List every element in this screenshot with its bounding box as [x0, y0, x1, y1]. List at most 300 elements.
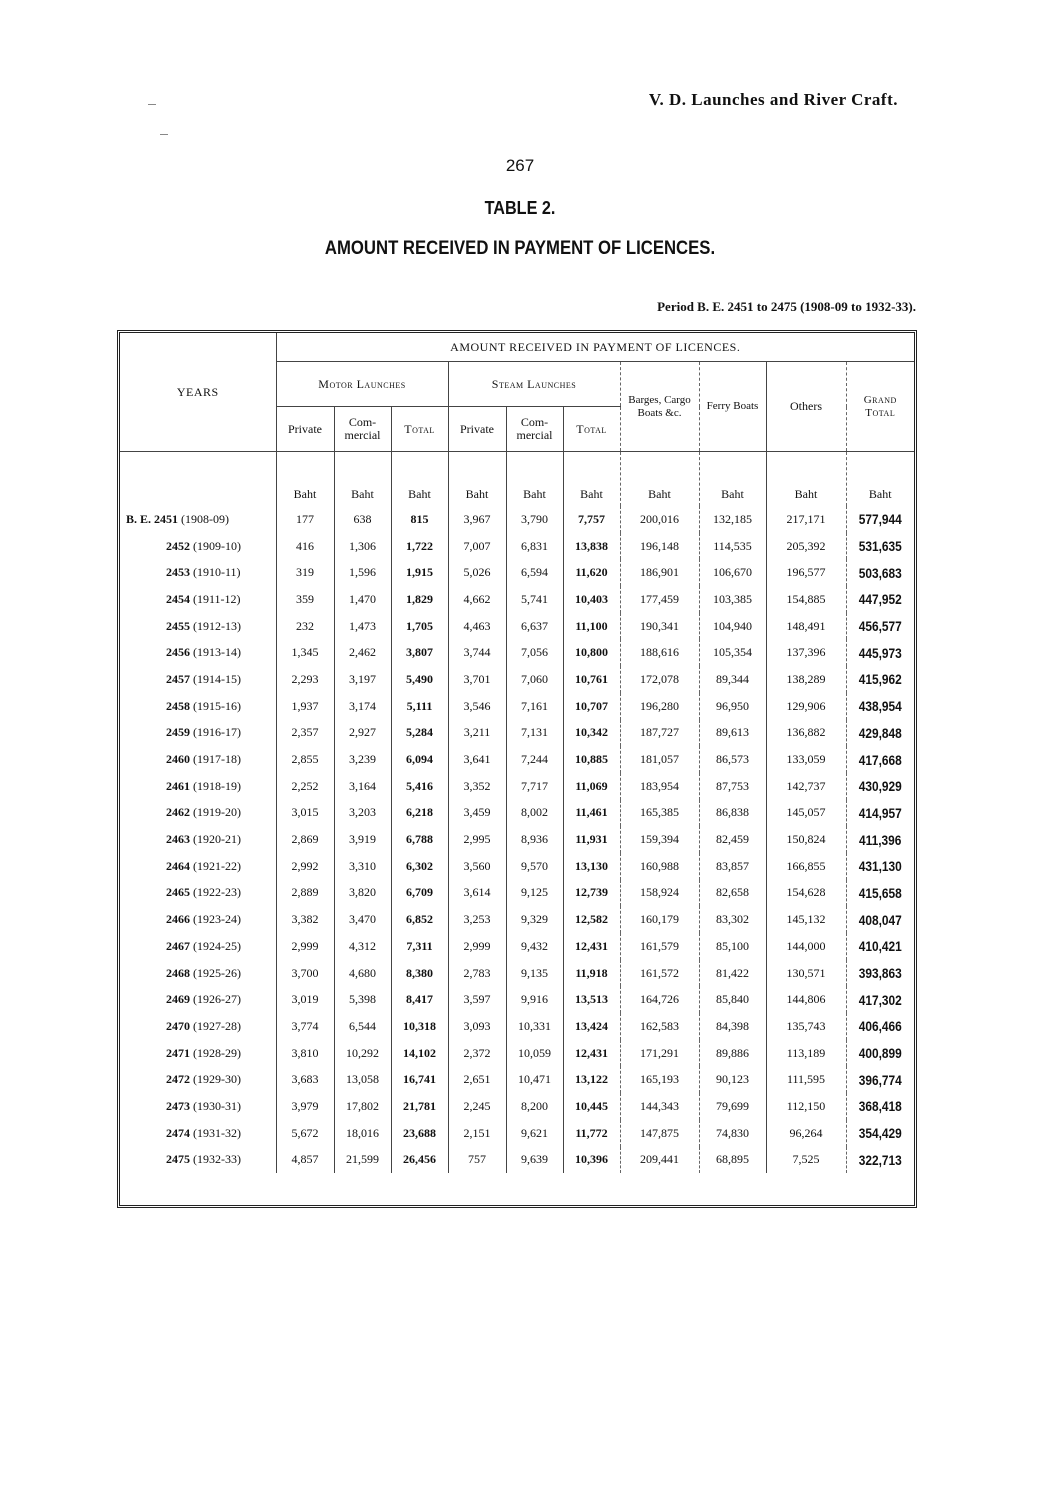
motor-private-header: Private — [276, 407, 334, 452]
ferry-boats-cell: 86,838 — [699, 800, 766, 827]
motor-commercial-cell: 3,310 — [334, 853, 391, 880]
table-row — [120, 986, 914, 1013]
grand-total-cell: 393,863 — [851, 960, 909, 987]
year-ce: (1928-29) — [193, 1045, 241, 1060]
year-ce: (1919-20) — [193, 805, 241, 820]
steam-commercial-cell: 10,331 — [506, 1013, 563, 1040]
unit-label: Baht — [334, 452, 391, 507]
table-row — [120, 586, 914, 613]
year-ce: (1918-19) — [193, 778, 241, 793]
year-ce: (1913-14) — [193, 645, 241, 660]
year-be: 2456 — [166, 645, 190, 660]
motor-commercial-cell: 638 — [334, 506, 391, 533]
motor-private-cell: 232 — [276, 613, 334, 640]
others-cell: 205,392 — [766, 533, 846, 560]
table-row — [120, 533, 914, 560]
year-ce: (1908-09) — [181, 511, 230, 526]
year-ce: (1916-17) — [193, 725, 241, 740]
year-cell — [120, 666, 276, 693]
table-row — [120, 746, 914, 773]
motor-commercial-cell: 3,239 — [334, 746, 391, 773]
year-ce: (1910-11) — [193, 565, 241, 580]
steam-private-cell: 3,093 — [448, 1013, 506, 1040]
motor-commercial-cell: 1,596 — [334, 559, 391, 586]
year-prefix: B. E. — [126, 511, 152, 526]
ferry-boats-cell: 103,385 — [699, 586, 766, 613]
motor-private-cell: 2,999 — [276, 933, 334, 960]
table-row — [120, 666, 914, 693]
others-cell: 145,132 — [766, 906, 846, 933]
motor-total-cell: 14,102 — [391, 1040, 448, 1067]
steam-total-cell: 13,513 — [563, 986, 620, 1013]
grand-total-cell: 396,774 — [851, 1066, 909, 1093]
steam-private-cell: 757 — [448, 1147, 506, 1174]
year-ce: (1909-10) — [193, 538, 241, 553]
motor-total-cell: 8,417 — [391, 986, 448, 1013]
motor-commercial-cell: 3,919 — [334, 826, 391, 853]
motor-total-cell: 6,709 — [391, 880, 448, 907]
barges-cell: 181,057 — [620, 746, 699, 773]
ferry-boats-cell: 89,613 — [699, 720, 766, 747]
year-cell — [120, 986, 276, 1013]
table-row — [120, 1013, 914, 1040]
year-be: 2451 — [154, 511, 179, 526]
motor-total-cell: 16,741 — [391, 1066, 448, 1093]
year-ce: (1927-28) — [193, 1018, 241, 1033]
barges-cell: 188,616 — [620, 639, 699, 666]
motor-private-cell: 3,700 — [276, 960, 334, 987]
year-ce: (1924-25) — [193, 938, 241, 953]
steam-commercial-cell: 7,244 — [506, 746, 563, 773]
years-header: YEARS — [176, 384, 219, 399]
steam-private-cell: 3,459 — [448, 800, 506, 827]
steam-private-cell: 2,245 — [448, 1093, 506, 1120]
steam-commercial-cell: 7,131 — [506, 720, 563, 747]
motor-private-cell: 3,019 — [276, 986, 334, 1013]
year-be: 2455 — [166, 618, 190, 633]
motor-private-cell: 3,979 — [276, 1093, 334, 1120]
margin-mark — [160, 134, 168, 135]
steam-commercial-cell: 9,432 — [506, 933, 563, 960]
steam-total-header: Total — [563, 407, 620, 452]
year-ce: (1929-30) — [193, 1072, 241, 1087]
year-cell — [120, 639, 276, 666]
unit-label: Baht — [699, 452, 766, 507]
motor-total-cell: 6,788 — [391, 826, 448, 853]
unit-label: Baht — [766, 452, 846, 507]
year-ce: (1914-15) — [193, 671, 241, 686]
grand-total-cell: 430,929 — [851, 773, 909, 800]
year-be: 2459 — [166, 725, 190, 740]
table-row — [120, 559, 914, 586]
ferry-boats-cell: 82,459 — [699, 826, 766, 853]
ferry-boats-cell: 105,354 — [699, 639, 766, 666]
table-row — [120, 1040, 914, 1067]
motor-total-cell: 7,311 — [391, 933, 448, 960]
motor-total-cell: 8,380 — [391, 960, 448, 987]
unit-label: Baht — [846, 452, 914, 507]
steam-total-cell: 11,069 — [563, 773, 620, 800]
table-row — [120, 800, 914, 827]
year-ce: (1922-23) — [193, 885, 241, 900]
others-cell: 130,571 — [766, 960, 846, 987]
year-cell — [120, 880, 276, 907]
year-be: 2461 — [166, 778, 190, 793]
motor-total-cell: 1,722 — [391, 533, 448, 560]
year-ce: (1932-33) — [193, 1152, 241, 1167]
motor-total-cell: 1,829 — [391, 586, 448, 613]
year-be: 2471 — [166, 1045, 190, 1060]
year-cell — [120, 506, 276, 533]
table-body — [120, 452, 914, 1174]
motor-commercial-cell: 3,197 — [334, 666, 391, 693]
motor-total-cell: 5,111 — [391, 693, 448, 720]
ferry-boats-cell: 86,573 — [699, 746, 766, 773]
others-cell: 154,885 — [766, 586, 846, 613]
table-row — [120, 906, 914, 933]
year-cell — [120, 1066, 276, 1093]
year-be: 2475 — [166, 1152, 190, 1167]
grand-total-cell: 417,302 — [851, 986, 909, 1013]
steam-private-cell: 3,641 — [448, 746, 506, 773]
steam-commercial-cell: 6,637 — [506, 613, 563, 640]
motor-private-cell: 4,857 — [276, 1147, 334, 1174]
others-cell: 113,189 — [766, 1040, 846, 1067]
motor-private-cell: 3,774 — [276, 1013, 334, 1040]
steam-commercial-cell: 6,831 — [506, 533, 563, 560]
unit-label: Baht — [563, 452, 620, 507]
year-be: 2464 — [166, 858, 190, 873]
motor-private-cell: 2,869 — [276, 826, 334, 853]
year-ce: (1926-27) — [193, 992, 241, 1007]
motor-total-cell: 10,318 — [391, 1013, 448, 1040]
year-be: 2469 — [166, 992, 190, 1007]
motor-total-cell: 6,218 — [391, 800, 448, 827]
table-row — [120, 933, 914, 960]
steam-total-cell: 11,461 — [563, 800, 620, 827]
table-row — [120, 1093, 914, 1120]
motor-total-cell: 5,490 — [391, 666, 448, 693]
grand-total-cell: 429,848 — [851, 720, 909, 747]
steam-commercial-cell: 9,916 — [506, 986, 563, 1013]
barges-cell: 161,579 — [620, 933, 699, 960]
motor-total-cell: 1,915 — [391, 559, 448, 586]
margin-mark — [148, 104, 156, 105]
steam-total-cell: 13,424 — [563, 1013, 620, 1040]
unit-label: Baht — [391, 452, 448, 507]
barges-cell: 177,459 — [620, 586, 699, 613]
grand-total-header: Grand Total — [846, 362, 914, 452]
motor-private-cell: 2,293 — [276, 666, 334, 693]
steam-private-cell: 4,463 — [448, 613, 506, 640]
motor-private-cell: 2,357 — [276, 720, 334, 747]
ferry-boats-cell: 89,344 — [699, 666, 766, 693]
barges-cell: 162,583 — [620, 1013, 699, 1040]
licence-table — [120, 333, 914, 1173]
barges-cell: 187,727 — [620, 720, 699, 747]
table-row — [120, 880, 914, 907]
motor-commercial-cell: 2,462 — [334, 639, 391, 666]
motor-commercial-cell: 3,820 — [334, 880, 391, 907]
motor-total-cell: 23,688 — [391, 1120, 448, 1147]
ferry-boats-cell: 87,753 — [699, 773, 766, 800]
motor-total-cell: 5,416 — [391, 773, 448, 800]
year-cell — [120, 773, 276, 800]
motor-private-cell: 2,855 — [276, 746, 334, 773]
grand-total-cell: 408,047 — [851, 906, 909, 933]
year-be: 2460 — [166, 752, 190, 767]
barges-cell: 164,726 — [620, 986, 699, 1013]
motor-private-cell: 5,672 — [276, 1120, 334, 1147]
barges-cell: 209,441 — [620, 1147, 699, 1174]
steam-total-cell: 11,931 — [563, 826, 620, 853]
year-cell — [120, 559, 276, 586]
steam-launches-header: Steam Launches — [448, 362, 620, 407]
others-cell: 137,396 — [766, 639, 846, 666]
barges-cell: 147,875 — [620, 1120, 699, 1147]
steam-total-cell: 13,838 — [563, 533, 620, 560]
unit-label: Baht — [620, 452, 699, 507]
year-be: 2462 — [166, 805, 190, 820]
grand-total-cell: 414,957 — [851, 800, 909, 827]
motor-commercial-cell: 3,470 — [334, 906, 391, 933]
steam-private-cell: 2,151 — [448, 1120, 506, 1147]
steam-commercial-cell: 7,161 — [506, 693, 563, 720]
year-ce: (1915-16) — [193, 698, 241, 713]
year-cell — [120, 1093, 276, 1120]
ferry-boats-cell: 90,123 — [699, 1066, 766, 1093]
barges-header: Barges, Cargo Boats &c. — [620, 362, 699, 452]
year-cell — [120, 800, 276, 827]
barges-cell: 200,016 — [620, 506, 699, 533]
barges-cell: 172,078 — [620, 666, 699, 693]
others-cell: 129,906 — [766, 693, 846, 720]
year-ce: (1930-31) — [193, 1098, 241, 1113]
year-ce: (1920-21) — [193, 832, 241, 847]
barges-cell: 190,341 — [620, 613, 699, 640]
grand-total-cell: 577,944 — [851, 506, 909, 533]
motor-commercial-header: Com-mercial — [334, 407, 391, 452]
motor-total-cell: 26,456 — [391, 1147, 448, 1174]
year-cell — [120, 853, 276, 880]
barges-cell: 161,572 — [620, 960, 699, 987]
motor-private-cell: 2,992 — [276, 853, 334, 880]
steam-total-cell: 12,431 — [563, 1040, 620, 1067]
year-be: 2463 — [166, 832, 190, 847]
steam-private-cell: 7,007 — [448, 533, 506, 560]
steam-commercial-cell: 10,471 — [506, 1066, 563, 1093]
ferry-boats-cell: 81,422 — [699, 960, 766, 987]
year-ce: (1911-12) — [193, 591, 241, 606]
ferry-boats-cell: 132,185 — [699, 506, 766, 533]
steam-private-cell: 2,372 — [448, 1040, 506, 1067]
others-cell: 7,525 — [766, 1147, 846, 1174]
table-row — [120, 773, 914, 800]
barges-cell: 165,385 — [620, 800, 699, 827]
motor-total-cell: 6,094 — [391, 746, 448, 773]
steam-total-cell: 12,582 — [563, 906, 620, 933]
others-cell: 112,150 — [766, 1093, 846, 1120]
ferry-boats-cell: 106,670 — [699, 559, 766, 586]
motor-commercial-cell: 3,203 — [334, 800, 391, 827]
steam-total-cell: 13,130 — [563, 853, 620, 880]
motor-total-cell: 3,807 — [391, 639, 448, 666]
section-title: V. D. Launches and River Craft. — [648, 90, 898, 109]
barges-cell: 183,954 — [620, 773, 699, 800]
ferry-boats-header: Ferry Boats — [699, 362, 766, 452]
units-blank — [120, 452, 276, 507]
steam-total-cell: 10,403 — [563, 586, 620, 613]
motor-commercial-cell: 4,312 — [334, 933, 391, 960]
ferry-boats-cell: 83,857 — [699, 853, 766, 880]
steam-commercial-cell: 10,059 — [506, 1040, 563, 1067]
steam-total-cell: 11,772 — [563, 1120, 620, 1147]
steam-private-header: Private — [448, 407, 506, 452]
steam-total-cell: 11,100 — [563, 613, 620, 640]
steam-private-cell: 2,995 — [448, 826, 506, 853]
others-cell: 148,491 — [766, 613, 846, 640]
steam-commercial-cell: 3,790 — [506, 506, 563, 533]
steam-commercial-cell: 8,200 — [506, 1093, 563, 1120]
ferry-boats-cell: 96,950 — [699, 693, 766, 720]
year-be: 2470 — [166, 1018, 190, 1033]
year-cell — [120, 720, 276, 747]
grand-total-cell: 368,418 — [851, 1093, 909, 1120]
barges-cell: 158,924 — [620, 880, 699, 907]
others-cell: 135,743 — [766, 1013, 846, 1040]
steam-private-cell: 4,662 — [448, 586, 506, 613]
motor-commercial-cell: 13,058 — [334, 1066, 391, 1093]
motor-private-cell: 319 — [276, 559, 334, 586]
barges-cell: 186,901 — [620, 559, 699, 586]
motor-launches-header: Motor Launches — [276, 362, 448, 407]
grand-total-cell: 438,954 — [851, 693, 909, 720]
grand-total-cell: 417,668 — [851, 746, 909, 773]
motor-private-cell: 3,382 — [276, 906, 334, 933]
others-cell: 145,057 — [766, 800, 846, 827]
others-cell: 217,171 — [766, 506, 846, 533]
motor-total-cell: 5,284 — [391, 720, 448, 747]
year-cell — [120, 933, 276, 960]
table-row — [120, 1120, 914, 1147]
steam-total-cell: 11,620 — [563, 559, 620, 586]
steam-total-cell: 12,739 — [563, 880, 620, 907]
steam-total-cell: 11,918 — [563, 960, 620, 987]
steam-private-cell: 2,999 — [448, 933, 506, 960]
grand-total-cell: 503,683 — [851, 559, 909, 586]
ferry-boats-cell: 83,302 — [699, 906, 766, 933]
motor-commercial-cell: 6,544 — [334, 1013, 391, 1040]
year-cell — [120, 1120, 276, 1147]
grand-total-cell: 531,635 — [851, 533, 909, 560]
others-cell: 136,882 — [766, 720, 846, 747]
motor-total-cell: 6,302 — [391, 853, 448, 880]
motor-commercial-cell: 18,016 — [334, 1120, 391, 1147]
grand-total-cell: 456,577 — [851, 613, 909, 640]
others-cell: 111,595 — [766, 1066, 846, 1093]
steam-total-cell: 10,342 — [563, 720, 620, 747]
others-cell: 154,628 — [766, 880, 846, 907]
motor-private-cell: 2,252 — [276, 773, 334, 800]
steam-total-cell: 12,431 — [563, 933, 620, 960]
year-cell — [120, 533, 276, 560]
barges-cell: 171,291 — [620, 1040, 699, 1067]
motor-private-cell: 1,937 — [276, 693, 334, 720]
year-be: 2453 — [166, 565, 190, 580]
table-row — [120, 613, 914, 640]
table-row — [120, 506, 914, 533]
page-number: 267 — [505, 156, 535, 175]
steam-total-cell: 10,707 — [563, 693, 620, 720]
year-be: 2473 — [166, 1098, 190, 1113]
steam-total-cell: 10,396 — [563, 1147, 620, 1174]
steam-commercial-cell: 9,570 — [506, 853, 563, 880]
others-cell: 196,577 — [766, 559, 846, 586]
year-ce: (1925-26) — [193, 965, 241, 980]
year-cell — [120, 826, 276, 853]
ferry-boats-cell: 114,535 — [699, 533, 766, 560]
motor-private-cell: 359 — [276, 586, 334, 613]
motor-private-cell: 3,810 — [276, 1040, 334, 1067]
year-cell — [120, 906, 276, 933]
ferry-boats-cell: 89,886 — [699, 1040, 766, 1067]
steam-private-cell: 3,560 — [448, 853, 506, 880]
motor-commercial-cell: 5,398 — [334, 986, 391, 1013]
barges-cell: 196,148 — [620, 533, 699, 560]
ferry-boats-cell: 68,895 — [699, 1147, 766, 1174]
units-row — [120, 452, 914, 507]
steam-private-cell: 5,026 — [448, 559, 506, 586]
steam-commercial-cell: 7,717 — [506, 773, 563, 800]
others-cell: 133,059 — [766, 746, 846, 773]
year-ce: (1921-22) — [193, 858, 241, 873]
table-row — [120, 693, 914, 720]
year-be: 2457 — [166, 671, 190, 686]
year-be: 2467 — [166, 938, 190, 953]
table-row — [120, 826, 914, 853]
motor-commercial-cell: 1,306 — [334, 533, 391, 560]
period-label: Period B. E. 2451 to 2475 (1908-09 to 1932-33). — [657, 299, 916, 314]
table-number: TABLE 2. — [484, 198, 556, 218]
grand-total-cell: 447,952 — [851, 586, 909, 613]
steam-private-cell: 3,253 — [448, 906, 506, 933]
steam-private-cell: 3,967 — [448, 506, 506, 533]
motor-private-cell: 3,683 — [276, 1066, 334, 1093]
steam-commercial-cell: 7,056 — [506, 639, 563, 666]
motor-commercial-cell: 2,927 — [334, 720, 391, 747]
steam-commercial-header: Com-mercial — [506, 407, 563, 452]
table-row — [120, 720, 914, 747]
steam-commercial-cell: 9,135 — [506, 960, 563, 987]
steam-private-cell: 3,211 — [448, 720, 506, 747]
motor-total-cell: 6,852 — [391, 906, 448, 933]
year-cell — [120, 960, 276, 987]
steam-commercial-cell: 8,936 — [506, 826, 563, 853]
year-be: 2454 — [166, 591, 190, 606]
others-cell: 96,264 — [766, 1120, 846, 1147]
ferry-boats-cell: 84,398 — [699, 1013, 766, 1040]
ferry-boats-cell: 82,658 — [699, 880, 766, 907]
motor-private-cell: 3,015 — [276, 800, 334, 827]
motor-private-cell: 177 — [276, 506, 334, 533]
motor-commercial-cell: 4,680 — [334, 960, 391, 987]
year-ce: (1912-13) — [193, 618, 241, 633]
motor-total-cell: 815 — [391, 506, 448, 533]
motor-commercial-cell: 10,292 — [334, 1040, 391, 1067]
year-be: 2474 — [166, 1125, 190, 1140]
ferry-boats-cell: 85,840 — [699, 986, 766, 1013]
year-cell — [120, 1040, 276, 1067]
